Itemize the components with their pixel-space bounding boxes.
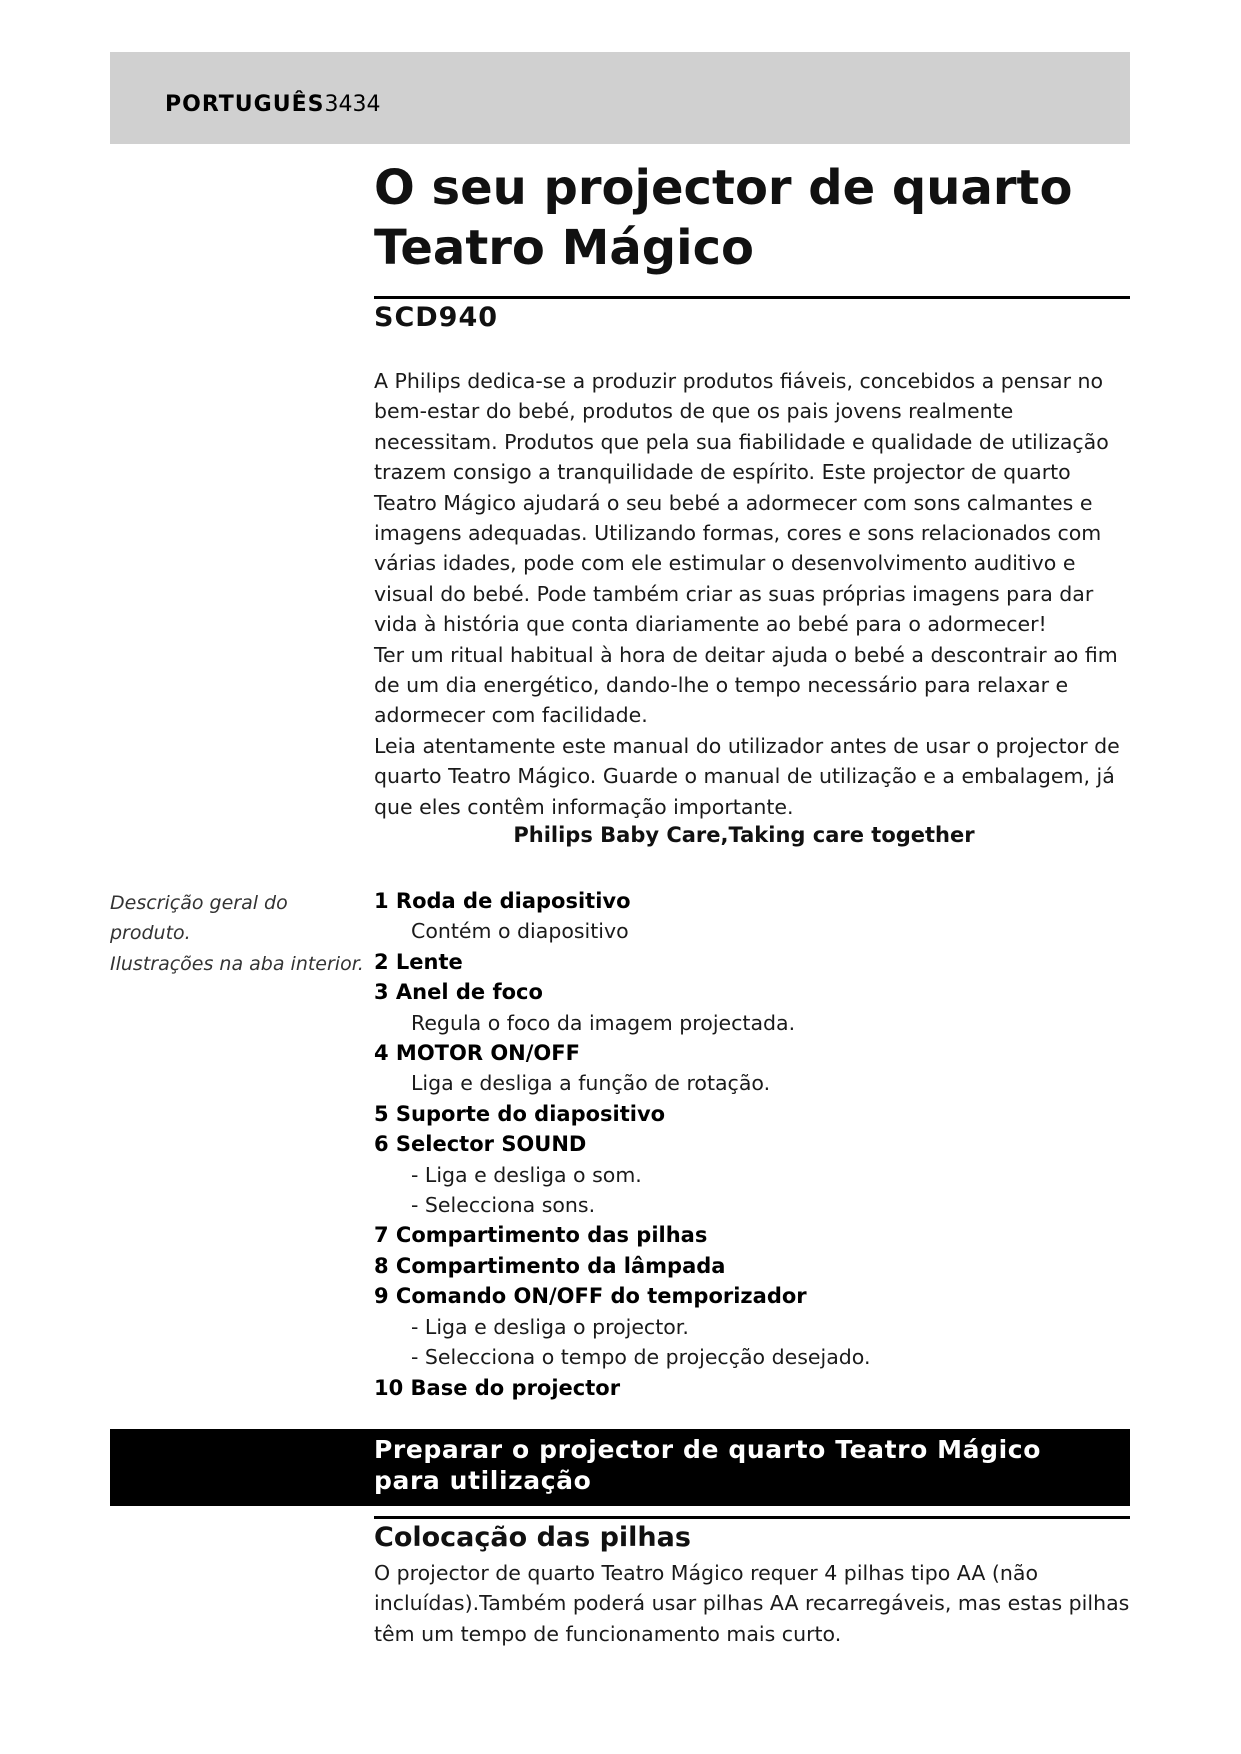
part-title: 8 Compartimento da lâmpada: [374, 1253, 726, 1278]
part-title: 3 Anel de foco: [374, 980, 543, 1005]
side-note-line: Descrição geral do: [110, 892, 288, 914]
subsection-divider: [374, 1516, 1130, 1519]
title-divider: [374, 296, 1130, 299]
part-description: - Liga e desliga o som.: [411, 1162, 642, 1187]
part-description: - Liga e desliga o projector.: [411, 1314, 689, 1339]
header-label: [165, 92, 380, 117]
intro-paragraph: Ter um ritual habitual à hora de deitar ajuda o bebé a descontrair ao fim de um dia energético, dando-lhe o tempo necessário para relaxar e adormecer com facilidade.: [374, 642, 1118, 728]
page-number: 3434: [324, 92, 381, 117]
part-title: 7 Compartimento das pilhas: [374, 1223, 708, 1248]
part-description: - Selecciona o tempo de projecção desejado.: [411, 1345, 871, 1370]
part-title: 4 MOTOR ON/OFF: [374, 1041, 580, 1066]
part-title: 6 Selector SOUND: [374, 1132, 587, 1157]
section-title: [374, 1434, 1114, 1496]
part-description: - Selecciona sons.: [411, 1193, 596, 1218]
part-description: Contém o diapositivo: [411, 919, 629, 944]
brand-tagline: Philips Baby Care,Taking care together: [513, 823, 975, 847]
parts-list: [374, 886, 1134, 1403]
intro-paragraph: Leia atentamente este manual do utilizador antes de usar o projector de quarto Teatro Mágico. Guarde o manual de utilização e a embalagem, já que eles contêm informação importante.: [374, 733, 1120, 819]
title-line-1: O seu projector de quarto: [374, 160, 1073, 216]
batteries-text: O projector de quarto Teatro Mágico requer 4 pilhas tipo AA (não incluídas).Também poderá usar pilhas AA recarregáveis, mas estas pilhas têm um tempo de funcionamento mais curto.: [374, 1561, 1130, 1646]
part-title: 9 Comando ON/OFF do temporizador: [374, 1284, 807, 1309]
part-description: Liga e desliga a função de rotação.: [411, 1071, 771, 1096]
side-note-line: Ilustrações na aba interior.: [110, 952, 364, 975]
intro-text: [374, 366, 1134, 822]
part-description: Regula o foco da imagem projectada.: [411, 1010, 796, 1035]
section-title-line: Preparar o projector de quarto Teatro Mágico: [374, 1435, 1041, 1464]
batteries-heading: Colocação das pilhas: [374, 1522, 691, 1553]
side-note: [110, 888, 372, 979]
side-note-line: produto.: [110, 922, 191, 945]
part-title: 1 Roda de diapositivo: [374, 889, 631, 913]
part-title: 5 Suporte do diapositivo: [374, 1101, 666, 1126]
part-title: 10 Base do projector: [374, 1375, 621, 1400]
title-line-2: Teatro Mágico: [374, 220, 755, 276]
intro-paragraph: A Philips dedica-se a produzir produtos fiáveis, concebidos a pensar no bem-estar do bebé, produtos de que os pais jovens realmente necessitam. Produtos que pela sua fiabilidade e qualidade de utilização trazem consigo a tranquilidade de espírito. Este projector de quarto Teatro Mágico ajudará o seu bebé a adormecer com sons calmantes e imagens adequadas. Utilizando formas, cores e sons relacionados com várias idades, pode com ele estimular o desenvolvimento auditivo e visual do bebé. Pode também criar as suas próprias imagens para dar vida à história que conta diariamente ao bebé para o adormecer!: [374, 369, 1109, 637]
part-title: 2 Lente: [374, 949, 463, 974]
section-title-line: para utilização: [374, 1466, 592, 1495]
language-label: PORTUGUÊS: [165, 92, 325, 117]
model-number: SCD940: [374, 302, 499, 333]
page-title: [374, 158, 1114, 278]
